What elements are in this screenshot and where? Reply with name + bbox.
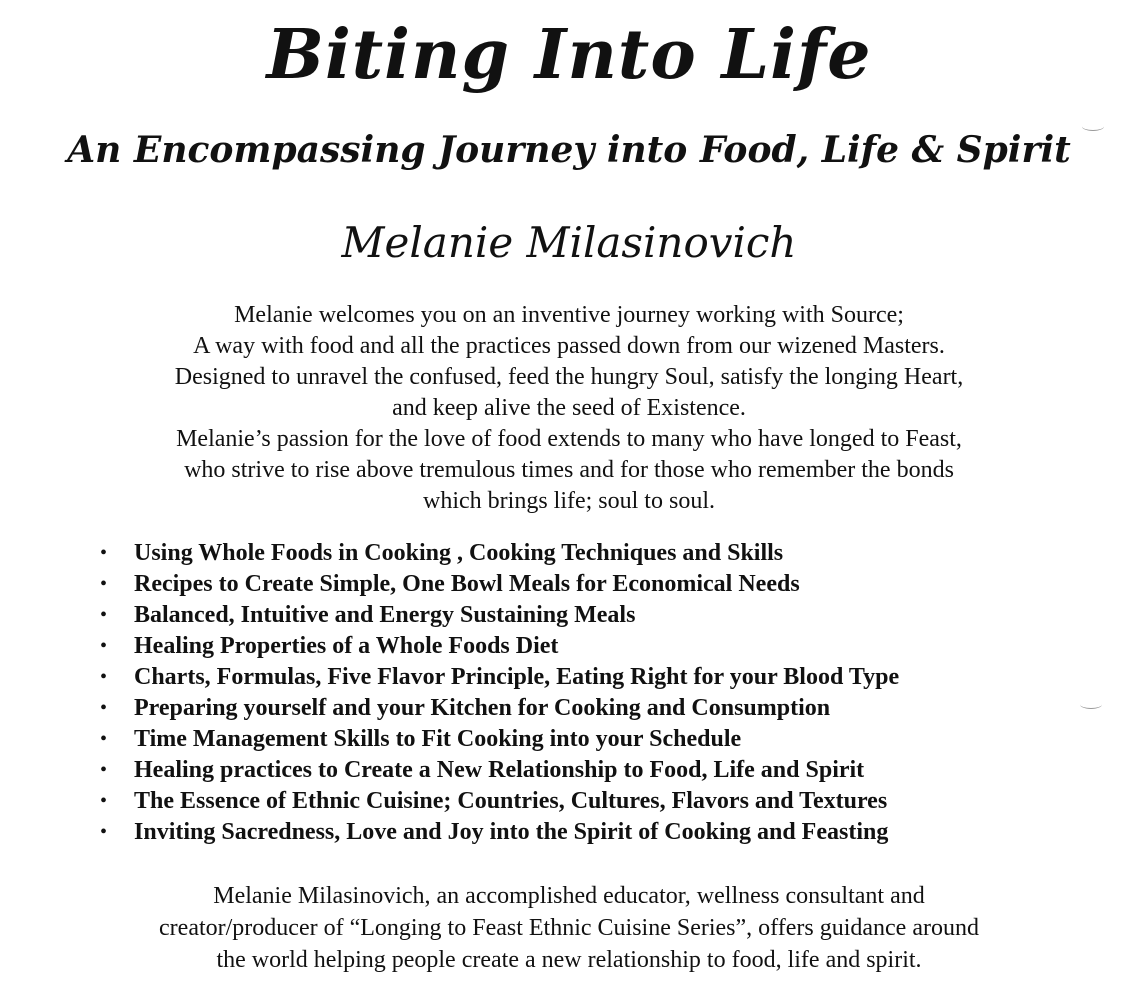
bullet-text: Balanced, Intuitive and Energy Sustaining Meals xyxy=(134,602,636,628)
bullet-icon: • xyxy=(100,542,108,564)
bullet-item xyxy=(98,724,1018,755)
scan-artifact-mark xyxy=(1082,122,1104,131)
bullet-icon: • xyxy=(100,821,108,843)
document-subtitle: An Encompassing Journey into Food, Life & Spirit xyxy=(67,129,1071,171)
bullet-icon: • xyxy=(100,666,108,688)
intro-line: Melanie welcomes you on an inventive journey working with Source; xyxy=(234,302,904,328)
bullet-item xyxy=(98,755,1018,786)
bullet-item xyxy=(98,817,1018,848)
intro-line: who strive to rise above tremulous times and for those who remember the bonds xyxy=(184,457,954,483)
author-name: Melanie Milasinovich xyxy=(341,218,797,267)
intro-line: Melanie’s passion for the love of food extends to many who have longed to Feast, xyxy=(176,426,962,452)
bullet-text: Preparing yourself and your Kitchen for Cooking and Consumption xyxy=(134,695,831,721)
bullet-item xyxy=(98,693,1018,724)
bullet-text: Healing Properties of a Whole Foods Diet xyxy=(134,633,559,659)
bullet-text: Time Management Skills to Fit Cooking into your Schedule xyxy=(134,726,742,752)
intro-paragraph xyxy=(60,300,1078,517)
bullet-item xyxy=(98,538,1018,569)
scan-artifact-mark xyxy=(1080,700,1102,709)
topic-bullet-list xyxy=(98,538,1018,848)
bullet-icon: • xyxy=(100,604,108,626)
intro-line: and keep alive the seed of Existence. xyxy=(392,395,746,421)
intro-line: which brings life; soul to soul. xyxy=(423,488,715,514)
bullet-text: The Essence of Ethnic Cuisine; Countries, Cultures, Flavors and Textures xyxy=(134,788,888,814)
bullet-text: Using Whole Foods in Cooking , Cooking Techniques and Skills xyxy=(134,540,784,566)
closing-line: the world helping people create a new relationship to food, life and spirit. xyxy=(216,947,922,973)
bullet-text: Charts, Formulas, Five Flavor Principle, Eating Right for your Blood Type xyxy=(134,664,900,690)
bullet-icon: • xyxy=(100,759,108,781)
bullet-item xyxy=(98,600,1018,631)
bullet-item xyxy=(98,662,1018,693)
closing-line: Melanie Milasinovich, an accomplished educator, wellness consultant and xyxy=(213,883,925,909)
bullet-icon: • xyxy=(100,573,108,595)
closing-line: creator/producer of “Longing to Feast Ethnic Cuisine Series”, offers guidance around xyxy=(159,915,979,941)
bullet-item xyxy=(98,569,1018,600)
intro-line: A way with food and all the practices passed down from our wizened Masters. xyxy=(193,333,945,359)
bullet-text: Healing practices to Create a New Relationship to Food, Life and Spirit xyxy=(134,757,865,783)
bullet-icon: • xyxy=(100,635,108,657)
bullet-text: Recipes to Create Simple, One Bowl Meals for Economical Needs xyxy=(134,571,800,597)
bullet-icon: • xyxy=(100,728,108,750)
bullet-item xyxy=(98,786,1018,817)
closing-paragraph xyxy=(60,880,1078,976)
bullet-text: Inviting Sacredness, Love and Joy into the Spirit of Cooking and Feasting xyxy=(134,819,889,845)
document-title: Biting Into Life xyxy=(266,15,872,95)
intro-line: Designed to unravel the confused, feed the hungry Soul, satisfy the longing Heart, xyxy=(174,364,964,390)
bullet-icon: • xyxy=(100,790,108,812)
bullet-item xyxy=(98,631,1018,662)
bullet-icon: • xyxy=(100,697,108,719)
